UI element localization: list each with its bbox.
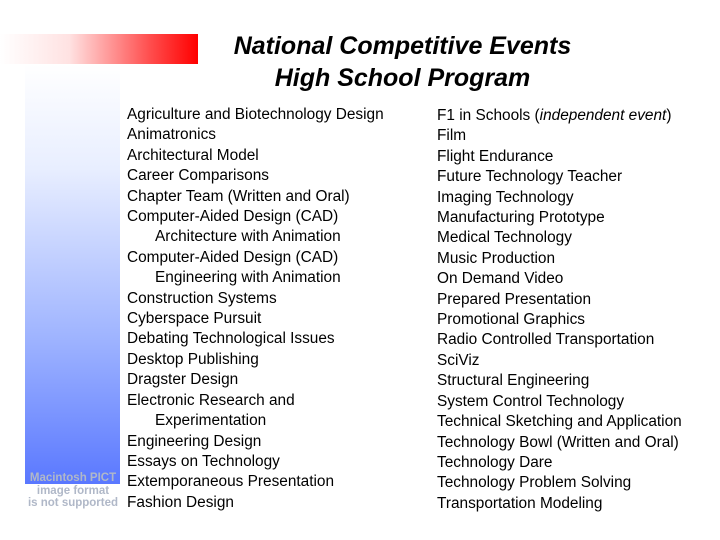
f1-name: F1 in Schools ( [437, 107, 540, 124]
placeholder-line-1: Macintosh PICT [29, 472, 117, 484]
top-gradient-bar [0, 34, 198, 64]
list-item: Essays on Technology [127, 452, 280, 470]
list-item: Computer-Aided Design (CAD) [127, 248, 339, 266]
list-item: On Demand Video [437, 270, 564, 288]
list-item: Desktop Publishing [127, 350, 259, 368]
list-item: Future Technology Teacher [437, 168, 623, 186]
side-gradient-column [25, 64, 120, 484]
list-item: Agriculture and Biotechnology Design [127, 106, 384, 123]
list-item: Technical Sketching and Application [437, 413, 682, 431]
list-item: Career Comparisons [127, 167, 269, 185]
list-item-f1-in-schools [437, 106, 719, 126]
list-item: Computer-Aided Design (CAD) [127, 208, 339, 226]
list-item: Medical Technology [437, 229, 572, 247]
list-item: Architectural Model [127, 146, 259, 164]
right-event-list [437, 106, 719, 514]
list-item: Flight Endurance [437, 147, 554, 165]
list-item: Fashion Design [127, 493, 234, 511]
placeholder-line-2: image format [36, 484, 110, 497]
left-event-list [127, 105, 427, 513]
title-line-2: High School Program [274, 64, 531, 92]
list-item: Prepared Presentation [437, 290, 592, 308]
slide-title [175, 30, 630, 94]
f1-close-paren: ) [666, 107, 672, 124]
list-item: Transportation Modeling [437, 494, 603, 512]
list-item: Chapter Team (Written and Oral) [127, 187, 350, 205]
title-line-1: National Competitive Events [233, 32, 572, 60]
list-item: Extemporaneous Presentation [127, 473, 335, 491]
list-item: Music Production [437, 249, 556, 267]
list-item: Radio Controlled Transportation [437, 331, 655, 349]
list-item: System Control Technology [437, 392, 625, 410]
list-item: Engineering Design [127, 432, 262, 450]
list-item: Dragster Design [127, 371, 239, 389]
list-item: SciViz [437, 351, 480, 369]
list-item: Imaging Technology [437, 188, 574, 206]
independent-event-note: independent event [539, 107, 667, 124]
list-item: Technology Dare [437, 453, 553, 471]
list-item: Technology Problem Solving [437, 474, 632, 492]
unsupported-image-placeholder [22, 472, 124, 510]
list-item: Film [437, 127, 467, 145]
list-item: Manufacturing Prototype [437, 209, 605, 227]
list-item: Electronic Research and [127, 391, 295, 409]
list-item-continuation: Engineering with Animation [155, 269, 341, 287]
list-item: Technology Bowl (Written and Oral) [437, 433, 679, 451]
list-item-continuation: Architecture with Animation [155, 228, 341, 246]
list-item: Structural Engineering [437, 372, 590, 390]
list-item: Construction Systems [127, 289, 277, 307]
list-item: Cyberspace Pursuit [127, 310, 262, 328]
list-item: Debating Technological Issues [127, 330, 335, 348]
list-item: Promotional Graphics [437, 311, 585, 329]
list-item-continuation: Experimentation [155, 412, 267, 430]
list-item: Animatronics [127, 126, 216, 144]
placeholder-line-3: is not supported [27, 497, 119, 509]
